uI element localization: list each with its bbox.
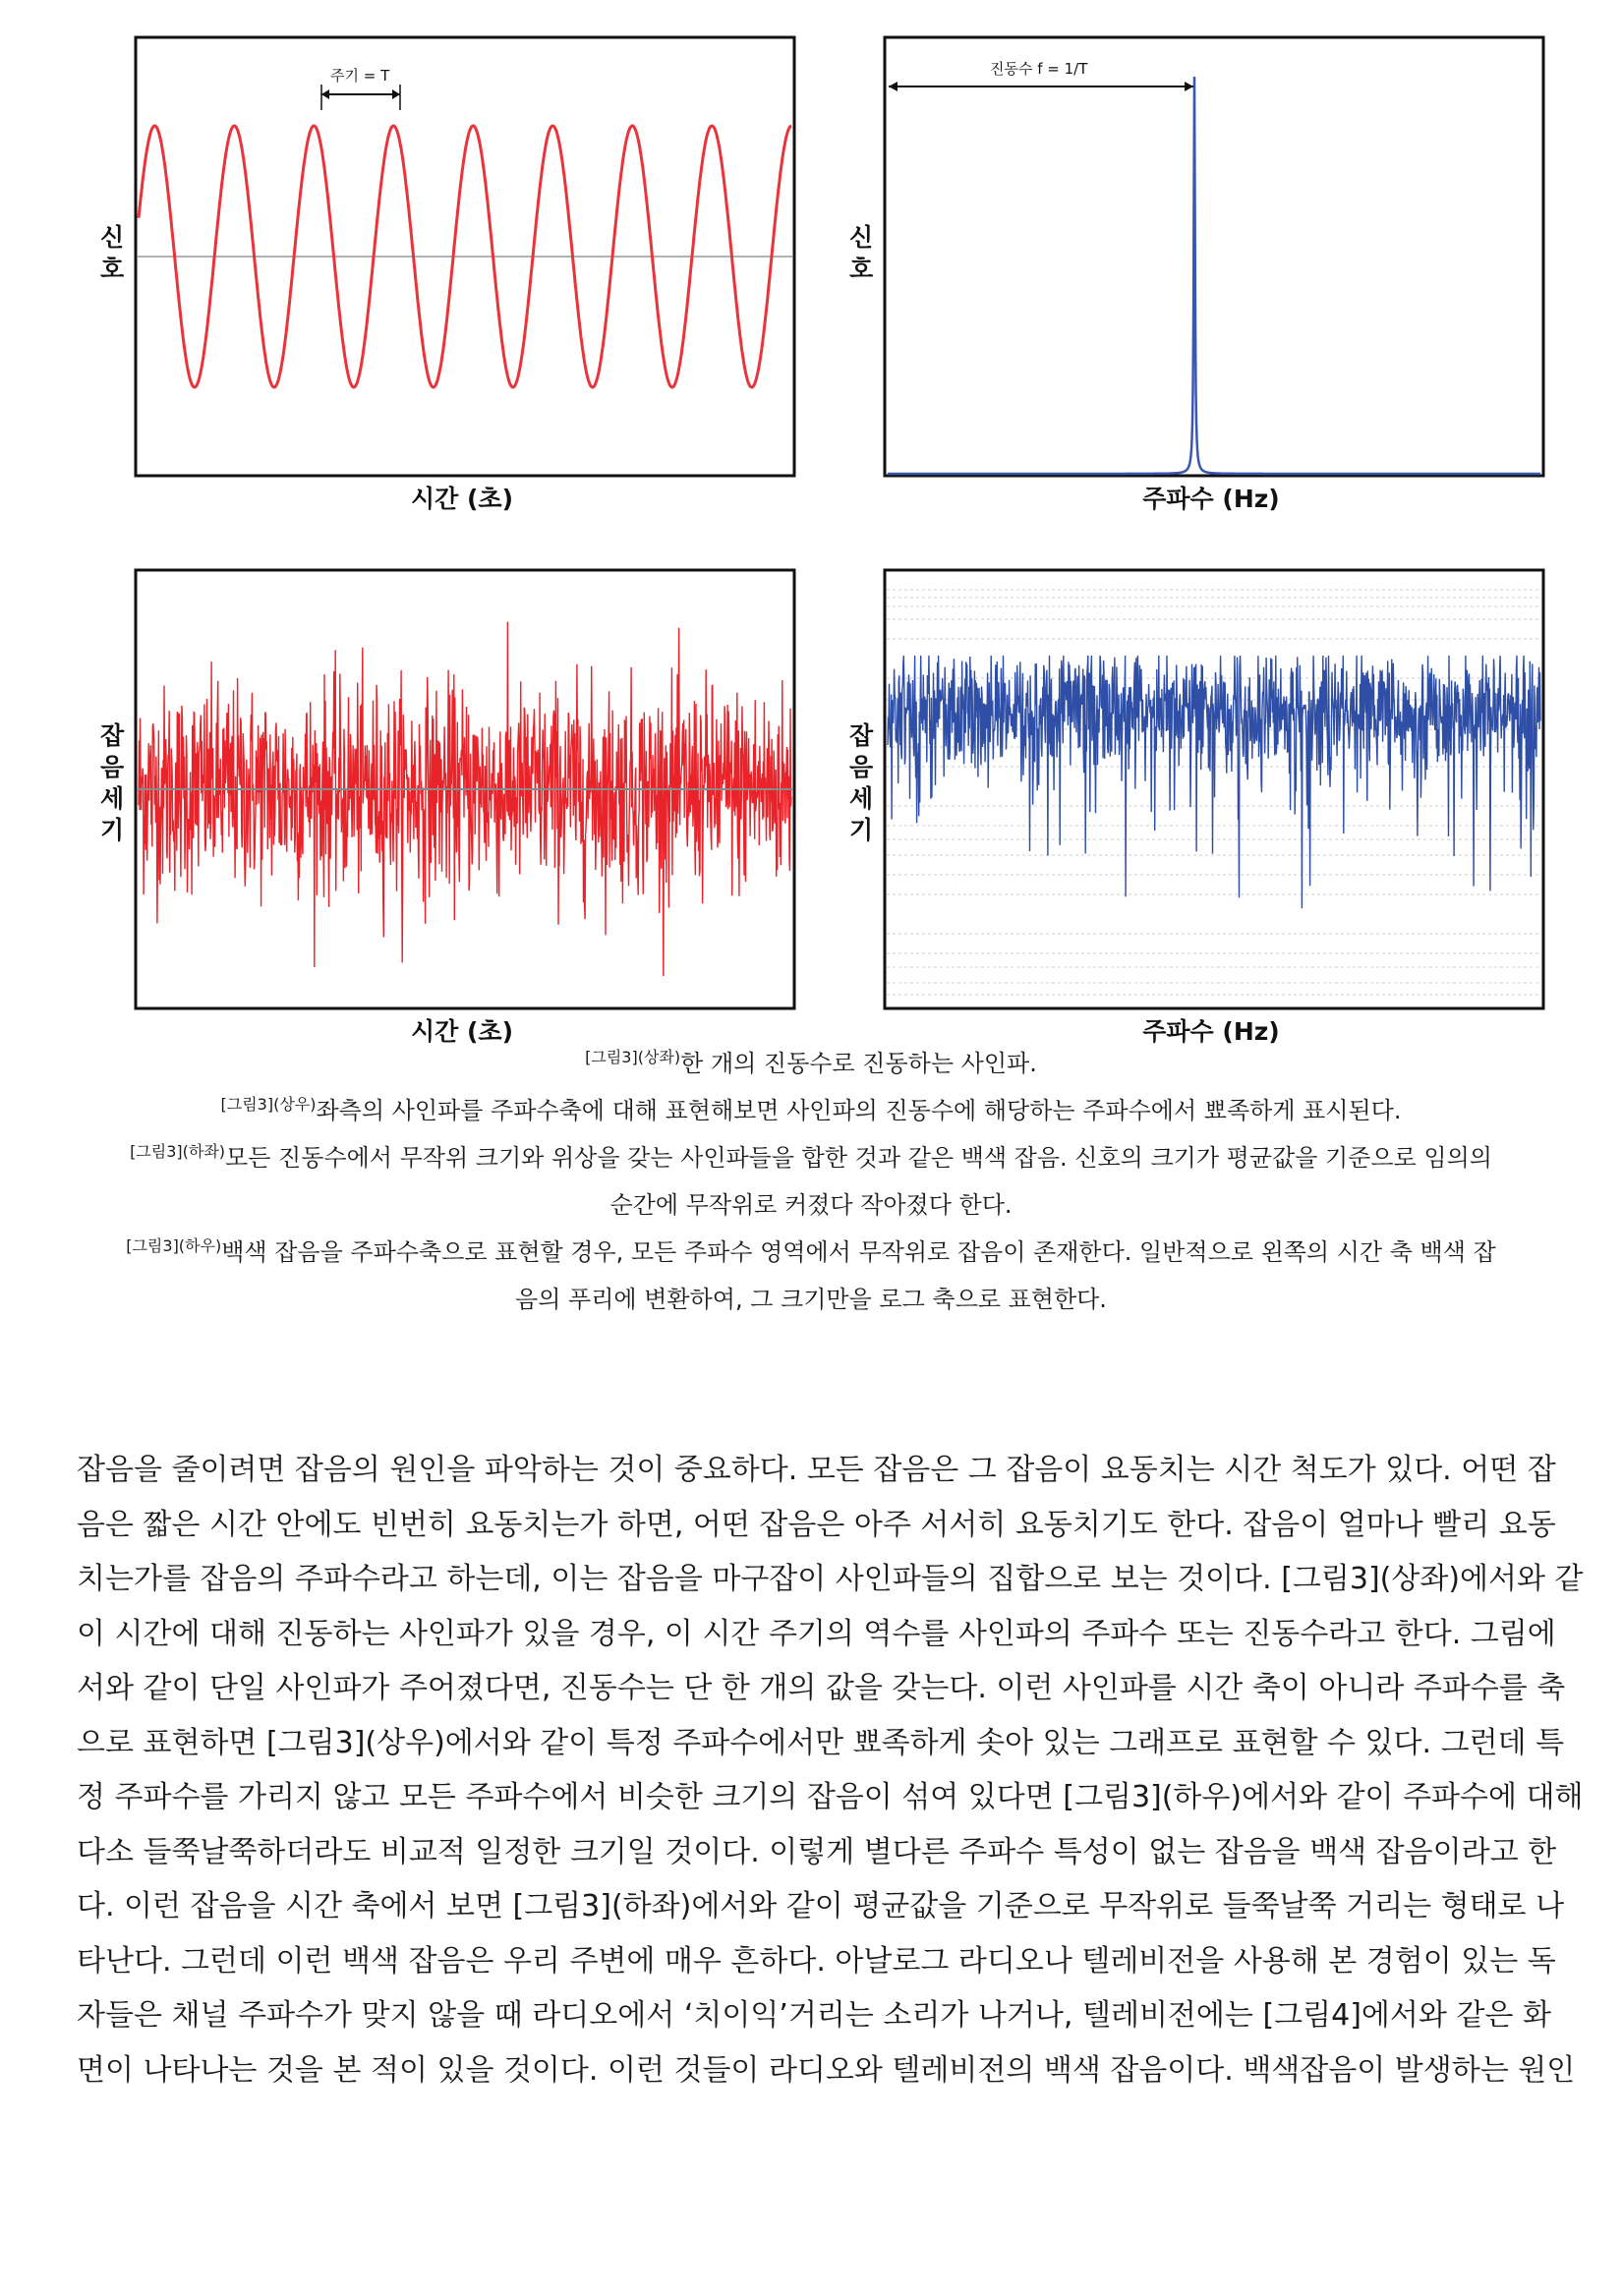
caption-text: 한 개의 진동수로 진동하는 사인파.: [680, 1050, 1037, 1077]
noise-time-chart: [79, 562, 806, 1024]
body-line: 다소 들쭉날쭉하더라도 비교적 일정한 크기일 것이다. 이렇게 별다른 주파수 특성이 없는 잡음을 백색 잡음이라고 한: [77, 1834, 1557, 1869]
body-line: 자들은 채널 주파수가 맞지 않을 때 라디오에서 ‘치이익’거리는 소리가 나거나, 텔레비전에는 [그림4]에서와 같은 화: [77, 1998, 1551, 2033]
body-line: 이 시간에 대해 진동하는 사인파가 있을 경우, 이 시간 주기의 역수를 사인파의 주파수 또는 진동수라고 한다. 그림에: [77, 1616, 1556, 1651]
body-line: 면이 나타나는 것을 본 적이 있을 것이다. 이런 것들이 라디오와 텔레비전의 백색 잡음이다. 백색잡음이 발생하는 원인: [77, 2052, 1576, 2088]
xlabel-freq-bottom: 주파수 (Hz): [1142, 1017, 1280, 1046]
frequency-annotation: 진동수 f = 1/T: [990, 60, 1088, 78]
sine-freq-chart: [828, 29, 1555, 491]
figure-captions: [69, 1040, 1553, 1323]
panel-sine-time: [79, 29, 806, 491]
panel-sine-freq: [828, 29, 1555, 491]
noise-freq-chart: [828, 562, 1555, 1024]
xlabel-freq-top: 주파수 (Hz): [1142, 485, 1280, 513]
caption-text: 모든 진동수에서 무작위 크기와 위상을 갖는 사인파들을 합한 것과 같은 백색 잡음. 신호의 크기가 평균값을 기준으로 임의의: [225, 1144, 1492, 1172]
caption-bottom-right: [69, 1229, 1553, 1276]
xlabel-time-bottom: 시간 (초): [410, 1017, 513, 1046]
ylabel-char-4: 기: [100, 816, 125, 844]
panel-noise-freq: [828, 562, 1555, 1024]
caption-bottom-left: [69, 1134, 1553, 1181]
ylabel-char-1: 신: [849, 223, 874, 252]
panel-noise-time: [79, 562, 806, 1024]
caption-text: 좌측의 사인파를 주파수축에 대해 표현해보면 사인파의 진동수에 해당하는 주파수에서 뾰족하게 표시된다.: [316, 1097, 1402, 1124]
caption-top-right: [69, 1087, 1553, 1134]
ylabel-char-3: 세: [849, 784, 874, 813]
ylabel-char-4: 기: [849, 816, 874, 844]
ylabel-char-2: 호: [100, 255, 125, 283]
sine-time-chart: [79, 29, 806, 491]
caption-text: 백색 잡음을 주파수축으로 표현할 경우, 모든 주파수 영역에서 무작위로 잡음이 존재한다. 일반적으로 왼쪽의 시간 축 백색 잡: [221, 1238, 1496, 1266]
ylabel-char-1: 잡: [100, 721, 125, 750]
ylabel-char-1: 신: [100, 223, 125, 252]
ylabel-char-2: 음: [849, 753, 874, 781]
caption-bottom-left-cont: 순간에 무작위로 커졌다 작아졌다 한다.: [609, 1191, 1013, 1219]
body-paragraph: [77, 1443, 1584, 2097]
ylabel-char-3: 세: [100, 784, 125, 813]
body-line: 잡음을 줄이려면 잡음의 원인을 파악하는 것이 중요하다. 모든 잡음은 그 잡음이 요동치는 시간 척도가 있다. 어떤 잡: [77, 1453, 1556, 1487]
body-line: 치는가를 잡음의 주파수라고 하는데, 이는 잡음을 마구잡이 사인파들의 집합으로 보는 것이다. [그림3](상좌)에서와 같: [77, 1562, 1584, 1596]
caption-top-left: [69, 1040, 1553, 1087]
caption-tag: [그림3](상좌): [585, 1048, 681, 1066]
body-line: 으로 표현하면 [그림3](상우)에서와 같이 특정 주파수에서만 뾰족하게 솟아 있는 그래프로 표현할 수 있다. 그런데 특: [77, 1725, 1565, 1760]
caption-tag: [그림3](하좌): [130, 1142, 226, 1161]
body-line: 서와 같이 단일 사인파가 주어졌다면, 진동수는 단 한 개의 값을 갖는다. 이런 사인파를 시간 축이 아니라 주파수를 축: [77, 1671, 1566, 1705]
plot-frame: [885, 37, 1543, 476]
caption-tag: [그림3](하우): [126, 1236, 222, 1255]
body-line: 정 주파수를 가리지 않고 모든 주파수에서 비슷한 크기의 잡음이 섞여 있다면 [그림3](하우)에서와 같이 주파수에 대해: [77, 1780, 1584, 1814]
xlabel-time-top: 시간 (초): [410, 485, 513, 513]
ylabel-char-2: 음: [100, 753, 125, 781]
ylabel-char-2: 호: [849, 255, 874, 283]
caption-bottom-right-cont: 음의 푸리에 변환하여, 그 크기만을 로그 축으로 표현한다.: [515, 1286, 1107, 1313]
body-line: 음은 짧은 시간 안에도 빈번히 요동치는가 하면, 어떤 잡음은 아주 서서히 요동치기도 한다. 잡음이 얼마나 빨리 요동: [77, 1507, 1556, 1542]
ylabel-char-1: 잡: [849, 721, 874, 750]
body-line: 다. 이런 잡음을 시간 축에서 보면 [그림3](하좌)에서와 같이 평균값을 기준으로 무작위로 들쭉날쭉 거리는 형태로 나: [77, 1889, 1565, 1923]
body-line: 타난다. 그런데 이런 백색 잡음은 우리 주변에 매우 흔하다. 아날로그 라디오나 텔레비전을 사용해 본 경험이 있는 독: [77, 1943, 1556, 1979]
period-annotation: 주기 = T: [330, 67, 390, 85]
caption-tag: [그림3](상우): [220, 1095, 317, 1114]
